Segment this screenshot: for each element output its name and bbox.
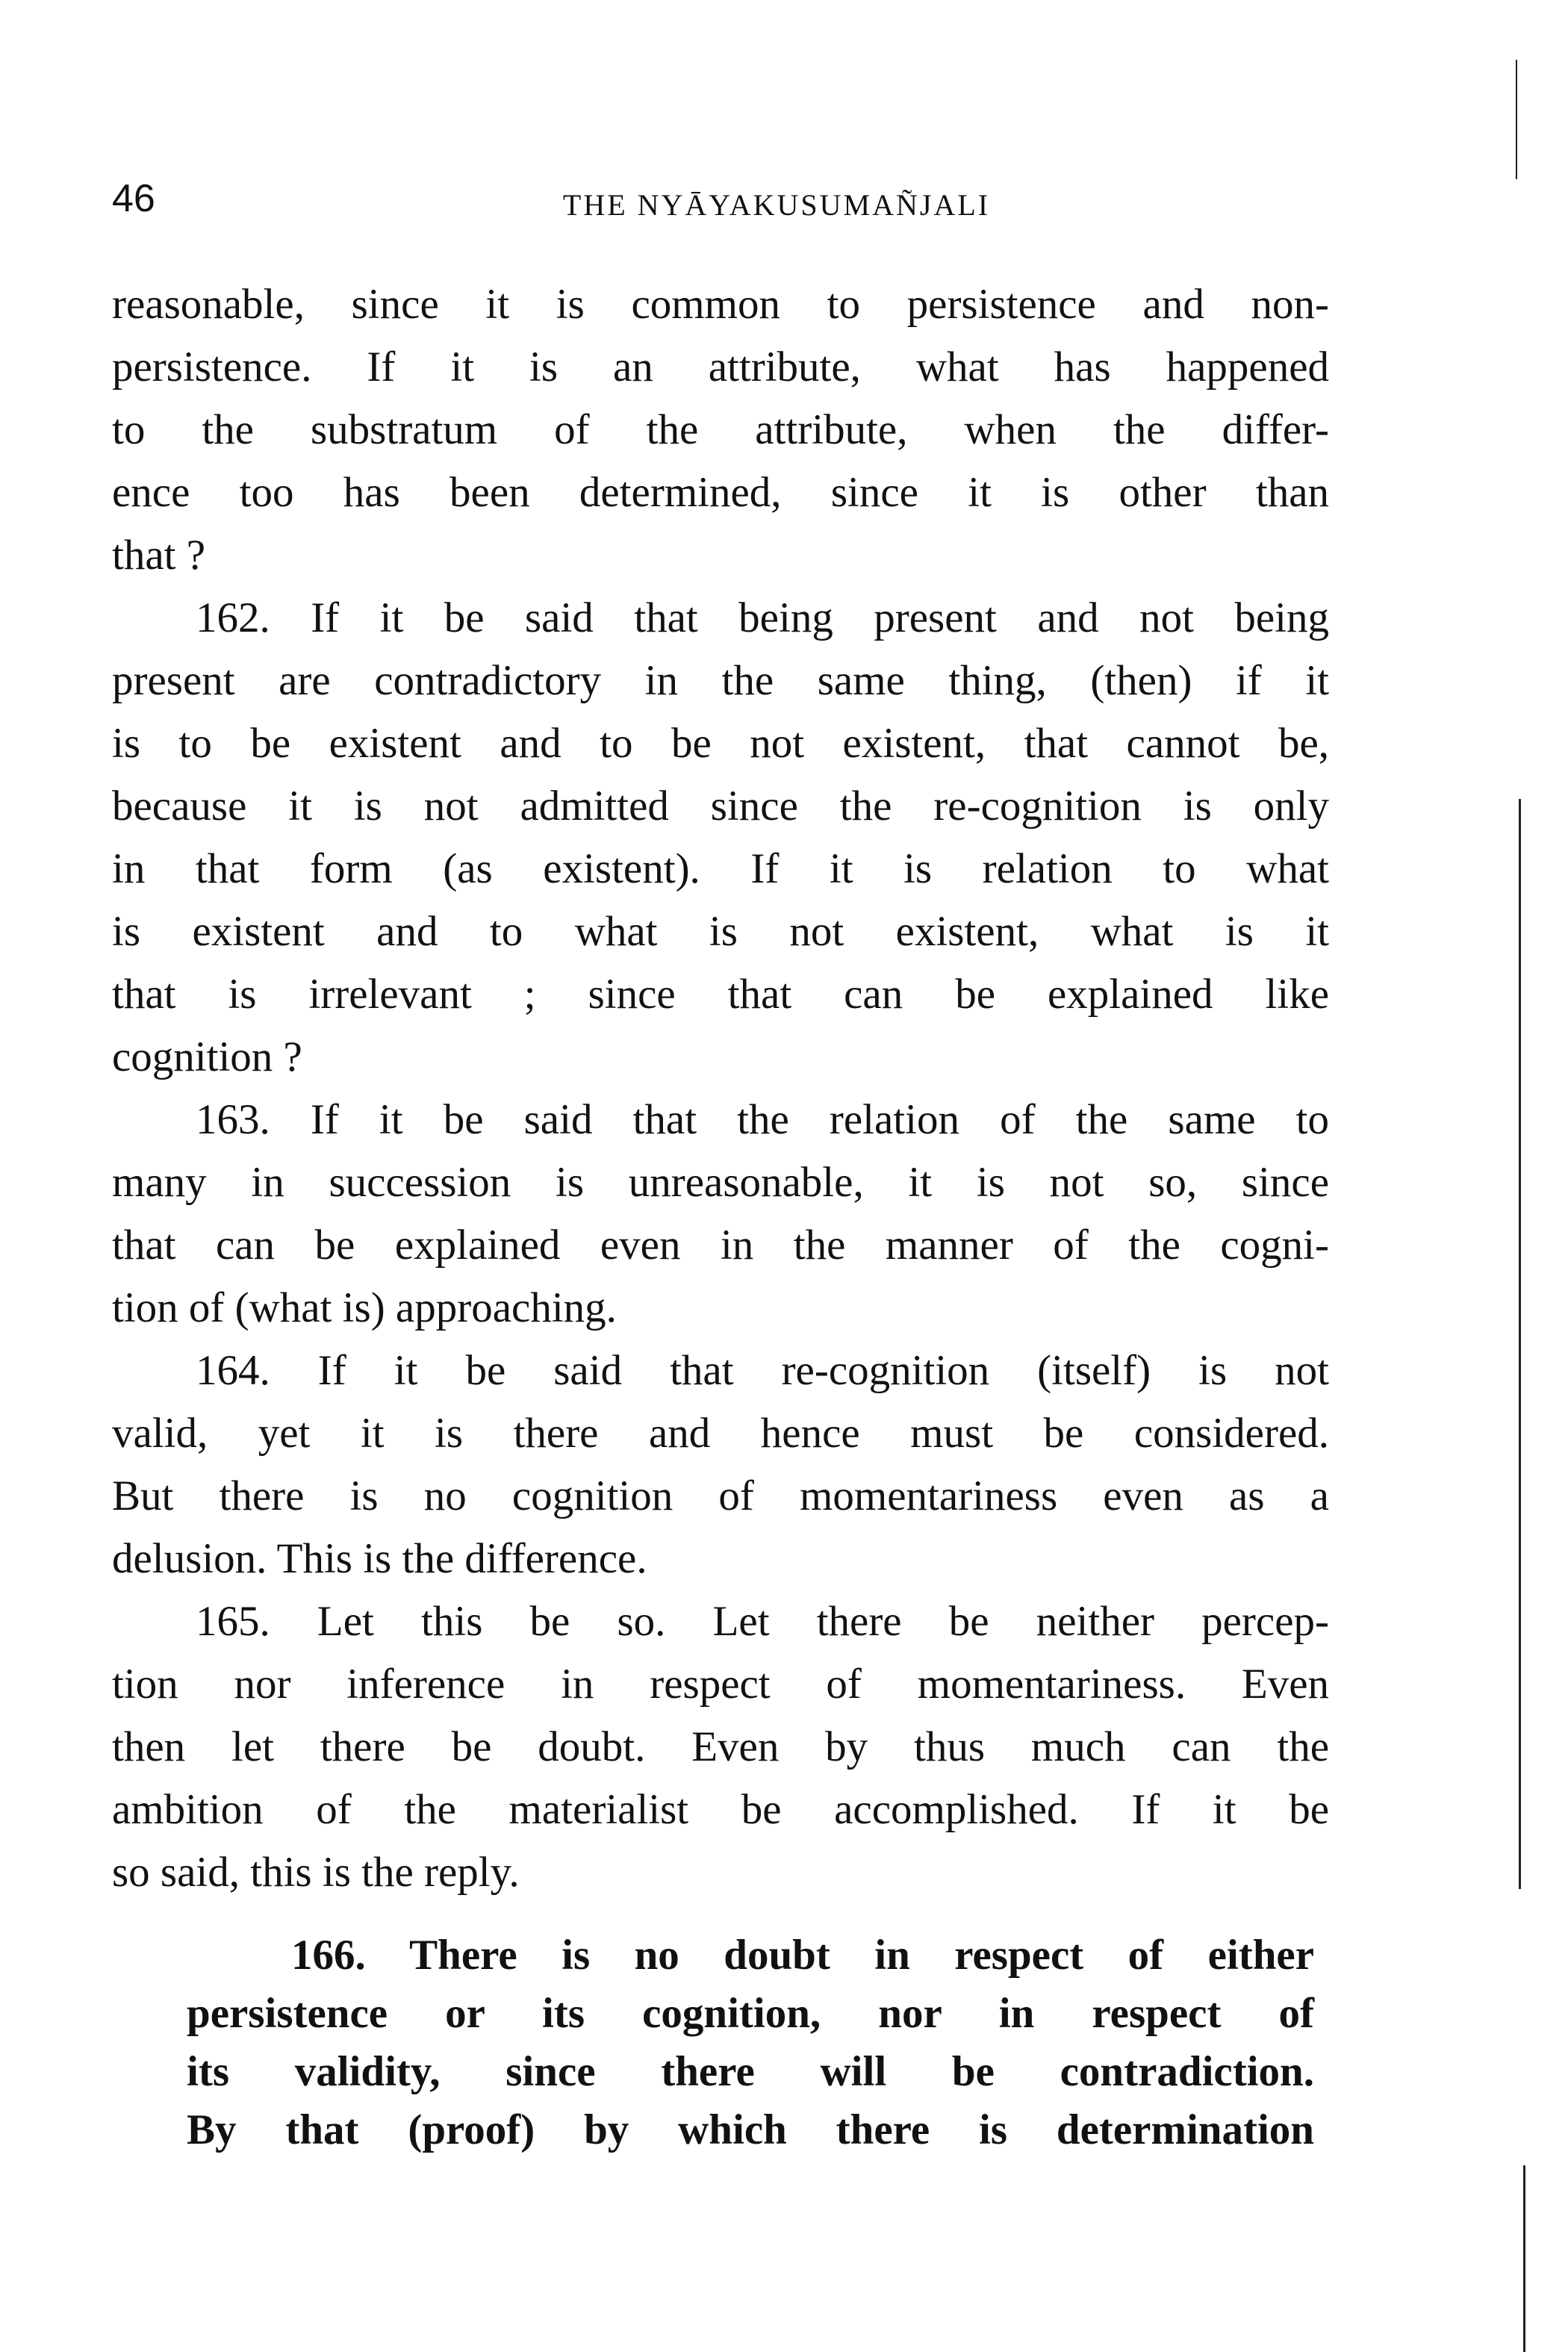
text-line: persistence. If it is an attribute, what has happened xyxy=(112,343,1329,391)
text-line: 164. If it be said that re-cognition (itself) is not xyxy=(196,1347,1329,1394)
text-line: delusion. This is the difference. xyxy=(112,1535,647,1582)
text-line: is to be existent and to be not existent, that cannot be, xyxy=(112,720,1329,767)
text-line: valid, yet it is there and hence must be considered. xyxy=(112,1410,1329,1457)
text-line: its validity, since there will be contradiction. xyxy=(187,2048,1314,2095)
text-line: cognition ? xyxy=(112,1033,302,1080)
text-line: reasonable, since it is common to persistence and non- xyxy=(112,281,1329,328)
text-line: then let there be doubt. Even by thus much can the xyxy=(112,1723,1329,1770)
page-number: 46 xyxy=(112,177,155,220)
text-line: But there is no cognition of momentariness even as a xyxy=(112,1472,1329,1519)
margin-rule xyxy=(1516,60,1517,179)
text-line: By that (proof) by which there is determination xyxy=(187,2106,1314,2153)
margin-rule xyxy=(1519,799,1521,1889)
running-title: THE NYĀYAKUSUMAÑJALI xyxy=(562,188,991,222)
text-line: that ? xyxy=(112,532,206,579)
text-line: to the substratum of the attribute, when the differ- xyxy=(112,406,1329,453)
text-line: persistence or its cognition, nor in respect of xyxy=(187,1990,1314,2037)
text-line: many in succession is unreasonable, it is not so, since xyxy=(112,1159,1329,1206)
text-line: tion nor inference in respect of momentariness. Even xyxy=(112,1661,1329,1708)
text-line: 165. Let this be so. Let there be neither percep- xyxy=(196,1598,1329,1645)
bold-verse xyxy=(187,1926,1314,2159)
text-line: ambition of the materialist be accomplished. If it be xyxy=(112,1786,1329,1833)
text-line: present are contradictory in the same thing, (then) if it xyxy=(112,657,1329,704)
text-line: is existent and to what is not existent, what is it xyxy=(112,908,1329,955)
text-line: that is irrelevant ; since that can be explained like xyxy=(112,971,1329,1018)
text-line: because it is not admitted since the re-cognition is only xyxy=(112,783,1329,830)
margin-rule xyxy=(1523,2165,1525,2352)
text-line: so said, this is the reply. xyxy=(112,1849,520,1896)
text-line: 163. If it be said that the relation of the same to xyxy=(196,1096,1329,1143)
text-line: ence too has been determined, since it is other than xyxy=(112,469,1329,516)
text-line: in that form (as existent). If it is relation to what xyxy=(112,845,1329,892)
text-line: 162. If it be said that being present and not being xyxy=(196,594,1329,641)
text-line: 166. There is no doubt in respect of either xyxy=(291,1932,1314,1979)
text-line: that can be explained even in the manner of the cogni- xyxy=(112,1222,1329,1269)
text-line: tion of (what is) approaching. xyxy=(112,1284,617,1331)
body-text xyxy=(112,273,1329,1904)
